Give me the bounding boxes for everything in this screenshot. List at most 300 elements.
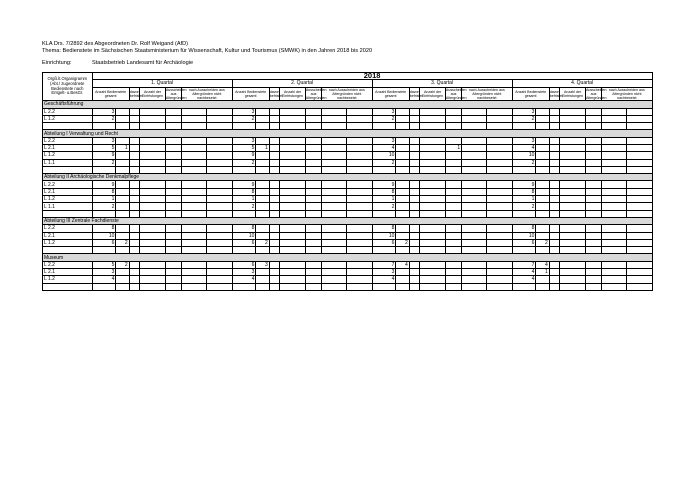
hires-value <box>549 203 559 210</box>
not-replaced-value-b <box>626 159 652 166</box>
not-replaced-value-b <box>626 108 652 115</box>
total-value: 8 <box>232 188 256 195</box>
blank-cell <box>462 247 487 254</box>
retire-value <box>305 269 321 276</box>
hires-value <box>269 137 279 144</box>
table-row <box>43 239 653 246</box>
hires-value-b <box>280 239 306 246</box>
hires-value <box>409 159 419 166</box>
temporary-value <box>536 137 549 144</box>
hires-value-b <box>560 144 586 151</box>
hires-value <box>269 232 279 239</box>
blank-cell <box>372 247 396 254</box>
not-replaced-value <box>182 144 207 151</box>
not-replaced-value-b <box>346 232 372 239</box>
not-replaced-value <box>322 108 347 115</box>
blank-cell <box>445 166 461 173</box>
not-replaced-value <box>182 181 207 188</box>
blank-cell <box>372 210 396 217</box>
hires-value-b <box>280 137 306 144</box>
blank-cell <box>165 166 181 173</box>
subheader-retire: Ausscheiden aus Altergründen <box>445 87 467 100</box>
hires-value-b <box>420 108 446 115</box>
blank-cell <box>305 123 321 130</box>
retire-value <box>165 152 181 159</box>
not-replaced-value <box>462 159 487 166</box>
row-label: L 2.2 <box>43 225 93 232</box>
hires-value <box>409 276 419 283</box>
temporary-value: 2 <box>256 239 269 246</box>
blank-cell <box>626 283 652 290</box>
hires-value <box>409 225 419 232</box>
temporary-value <box>396 115 409 122</box>
blank-cell <box>165 247 181 254</box>
blank-cell <box>396 210 409 217</box>
temporary-value <box>116 137 129 144</box>
hires-value-b <box>420 269 446 276</box>
blank-cell <box>486 166 512 173</box>
retire-value <box>585 232 601 239</box>
not-replaced-value <box>322 269 347 276</box>
retire-value <box>165 203 181 210</box>
total-value: 2 <box>92 115 116 122</box>
blank-cell <box>396 123 409 130</box>
total-value: 6 <box>232 239 256 246</box>
row-label: L 2.1 <box>43 232 93 239</box>
total-value: 8 <box>372 188 396 195</box>
blank-cell <box>280 247 306 254</box>
blank-cell <box>462 283 487 290</box>
retire-value <box>445 159 461 166</box>
blank-cell <box>420 247 446 254</box>
blank-cell <box>409 166 419 173</box>
hires-value-b <box>280 144 306 151</box>
total-value: 4 <box>512 269 536 276</box>
hires-value-b <box>280 232 306 239</box>
total-value: 8 <box>372 225 396 232</box>
not-replaced-value <box>182 239 207 246</box>
blank-cell <box>322 166 347 173</box>
blank-cell <box>462 123 487 130</box>
retire-value <box>305 108 321 115</box>
not-replaced-value <box>322 144 347 151</box>
hires-value <box>269 159 279 166</box>
blank-cell <box>140 166 166 173</box>
hires-value-b <box>140 196 166 203</box>
year-header: 2018 <box>92 73 652 80</box>
temporary-value: 2 <box>116 261 129 268</box>
table-row <box>43 137 653 144</box>
blank-cell <box>256 247 269 254</box>
total-value: 8 <box>512 225 536 232</box>
blank-cell <box>602 283 627 290</box>
hires-value <box>549 261 559 268</box>
not-replaced-value <box>462 225 487 232</box>
not-replaced-value-b <box>626 239 652 246</box>
blank-cell <box>116 123 129 130</box>
not-replaced-value-b <box>346 269 372 276</box>
not-replaced-value-b <box>346 181 372 188</box>
hires-value-b <box>420 203 446 210</box>
hires-value-b <box>140 188 166 195</box>
table-row <box>43 115 653 122</box>
hires-value-b <box>560 188 586 195</box>
blank-cell <box>409 210 419 217</box>
subheader-retire: Ausscheiden aus Altergründen <box>165 87 187 100</box>
retire-value <box>445 239 461 246</box>
hires-value <box>409 232 419 239</box>
blank-cell <box>420 166 446 173</box>
temporary-value <box>256 225 269 232</box>
total-value: 10 <box>512 152 536 159</box>
total-value: 3 <box>92 108 116 115</box>
hires-value-b <box>560 115 586 122</box>
blank-cell <box>512 210 536 217</box>
total-value: 2 <box>232 159 256 166</box>
not-replaced-value <box>602 261 627 268</box>
blank-cell <box>232 210 256 217</box>
blank-cell <box>43 210 93 217</box>
not-replaced-value <box>602 152 627 159</box>
not-replaced-value <box>462 188 487 195</box>
not-replaced-value-b <box>486 196 512 203</box>
hires-value <box>549 188 559 195</box>
hires-value-b <box>280 159 306 166</box>
blank-cell <box>396 247 409 254</box>
blank-cell <box>585 247 601 254</box>
subheader-temporary: davon befristet <box>269 87 279 101</box>
blank-cell <box>43 166 93 173</box>
blank-cell <box>43 283 93 290</box>
blank-cell <box>486 247 512 254</box>
not-replaced-value-b <box>486 108 512 115</box>
not-replaced-value <box>322 152 347 159</box>
not-replaced-value <box>322 276 347 283</box>
blank-cell <box>346 123 372 130</box>
hires-value-b <box>560 159 586 166</box>
retire-value <box>445 276 461 283</box>
retire-value <box>305 261 321 268</box>
total-value: 4 <box>92 276 116 283</box>
blank-cell <box>43 247 93 254</box>
blank-cell <box>92 283 116 290</box>
retire-value <box>445 225 461 232</box>
blank-cell <box>116 210 129 217</box>
hires-value-b <box>280 108 306 115</box>
retire-value <box>305 188 321 195</box>
not-replaced-value <box>462 269 487 276</box>
not-replaced-value <box>462 203 487 210</box>
not-replaced-value <box>602 159 627 166</box>
total-value: 10 <box>372 152 396 159</box>
not-replaced-value <box>602 108 627 115</box>
blank-cell <box>372 283 396 290</box>
temporary-value <box>396 276 409 283</box>
hires-value <box>549 196 559 203</box>
not-replaced-value-b <box>626 196 652 203</box>
section-header: Abteilung I Verwaltung und Recht <box>43 130 653 137</box>
blank-cell <box>585 166 601 173</box>
not-replaced-value <box>322 115 347 122</box>
hires-value <box>549 276 559 283</box>
hires-value <box>549 181 559 188</box>
total-value: 1 <box>232 196 256 203</box>
hires-value-b <box>280 181 306 188</box>
retire-value <box>585 261 601 268</box>
temporary-value <box>256 115 269 122</box>
not-replaced-value <box>322 159 347 166</box>
retire-value <box>305 115 321 122</box>
not-replaced-value-b <box>206 239 232 246</box>
hires-value <box>549 159 559 166</box>
blank-cell <box>486 123 512 130</box>
blank-cell <box>92 247 116 254</box>
einrichtung-value: Staatsbetrieb Landesamt für Archäologie <box>92 60 194 66</box>
hires-value <box>129 144 139 151</box>
retire-value <box>585 196 601 203</box>
hires-value <box>549 108 559 115</box>
blank-cell <box>585 123 601 130</box>
hires-value <box>409 203 419 210</box>
blank-cell <box>182 166 207 173</box>
not-replaced-value-b <box>626 225 652 232</box>
retire-value <box>305 239 321 246</box>
blank-cell <box>512 283 536 290</box>
blank-cell <box>280 210 306 217</box>
blank-cell <box>305 210 321 217</box>
temporary-value <box>536 225 549 232</box>
hires-value <box>129 232 139 239</box>
hires-value-b <box>560 232 586 239</box>
hires-value-b <box>140 203 166 210</box>
blank-cell <box>602 166 627 173</box>
not-replaced-value-b <box>626 144 652 151</box>
subheader-hires: Anzahl der Einfristungen <box>560 87 586 101</box>
section-header: Museum <box>43 254 653 261</box>
hires-value-b <box>280 203 306 210</box>
not-replaced-value-b <box>206 203 232 210</box>
not-replaced-value <box>602 269 627 276</box>
blank-cell <box>43 123 93 130</box>
not-replaced-value <box>322 232 347 239</box>
blank-cell <box>486 210 512 217</box>
not-replaced-value-b <box>626 261 652 268</box>
subheader-temporary: davon befristet <box>129 87 139 101</box>
hires-value-b <box>280 115 306 122</box>
hires-value <box>549 152 559 159</box>
total-value: 2 <box>92 203 116 210</box>
not-replaced-value <box>602 144 627 151</box>
temporary-value <box>396 144 409 151</box>
temporary-value <box>256 232 269 239</box>
row-label: L 2.2 <box>43 261 93 268</box>
hires-value-b <box>140 181 166 188</box>
subheader-not-replaced: nach Ausscheiden aus Altergründen nicht nachbesetzt <box>462 87 512 101</box>
hires-value <box>129 225 139 232</box>
temporary-value: 1 <box>116 144 129 151</box>
not-replaced-value-b <box>626 181 652 188</box>
hires-value <box>549 232 559 239</box>
retire-value <box>305 181 321 188</box>
hires-value-b <box>420 152 446 159</box>
row-label: L 2.2 <box>43 108 93 115</box>
blank-cell <box>116 283 129 290</box>
not-replaced-value <box>462 137 487 144</box>
retire-value <box>305 225 321 232</box>
not-replaced-value <box>462 115 487 122</box>
subheader-retire: Ausscheiden aus Altergründen <box>305 87 327 100</box>
blank-cell <box>280 283 306 290</box>
blank-cell <box>372 166 396 173</box>
quarter-header: 2. Quartal <box>232 80 372 87</box>
hires-value <box>269 225 279 232</box>
not-replaced-value-b <box>486 239 512 246</box>
not-replaced-value-b <box>626 232 652 239</box>
subheader-not-replaced: nach Ausscheiden aus Altergründen nicht nachbesetzt <box>182 87 232 101</box>
quarter-header: 4. Quartal <box>512 80 652 87</box>
retire-value <box>585 108 601 115</box>
blank-cell <box>602 123 627 130</box>
retire-value <box>165 137 181 144</box>
blank-cell <box>305 283 321 290</box>
quarter-header: 1. Quartal <box>92 80 232 87</box>
total-value: 10 <box>372 232 396 239</box>
retire-value <box>305 232 321 239</box>
not-replaced-value <box>182 137 207 144</box>
blank-cell <box>462 210 487 217</box>
hires-value-b <box>420 232 446 239</box>
hires-value-b <box>420 225 446 232</box>
hires-value <box>129 115 139 122</box>
table-row <box>43 159 653 166</box>
not-replaced-value <box>602 239 627 246</box>
table-row <box>43 269 653 276</box>
hires-value <box>269 276 279 283</box>
not-replaced-value-b <box>486 181 512 188</box>
total-value: 1 <box>372 196 396 203</box>
blank-cell <box>445 123 461 130</box>
blank-cell <box>129 123 139 130</box>
table-row <box>43 196 653 203</box>
total-value: 6 <box>372 239 396 246</box>
temporary-value <box>256 276 269 283</box>
blank-cell <box>549 166 559 173</box>
temporary-value <box>116 232 129 239</box>
temporary-value <box>396 188 409 195</box>
hires-value-b <box>140 261 166 268</box>
blank-cell <box>396 283 409 290</box>
hires-value <box>129 159 139 166</box>
total-value: 3 <box>232 137 256 144</box>
not-replaced-value <box>462 232 487 239</box>
not-replaced-value-b <box>626 276 652 283</box>
blank-cell <box>256 123 269 130</box>
retire-value <box>585 181 601 188</box>
retire-value: 1 <box>445 144 461 151</box>
hires-value <box>269 152 279 159</box>
not-replaced-value <box>322 239 347 246</box>
not-replaced-value <box>182 196 207 203</box>
hires-value <box>409 115 419 122</box>
not-replaced-value-b <box>486 188 512 195</box>
total-value: 3 <box>372 108 396 115</box>
blank-cell <box>536 247 549 254</box>
temporary-value <box>116 203 129 210</box>
not-replaced-value-b <box>486 144 512 151</box>
temporary-value: 4 <box>536 261 549 268</box>
subheader-retire: Ausscheiden aus Altergründen <box>585 87 607 100</box>
blank-cell <box>512 123 536 130</box>
subheader-total: Anzahl Bedienstete gesamt <box>232 87 269 101</box>
retire-value <box>165 261 181 268</box>
not-replaced-value <box>462 181 487 188</box>
blank-cell <box>536 166 549 173</box>
total-value: 1 <box>92 196 116 203</box>
not-replaced-value-b <box>206 269 232 276</box>
quarter-header: 3. Quartal <box>372 80 512 87</box>
not-replaced-value-b <box>346 188 372 195</box>
retire-value <box>585 239 601 246</box>
total-value: 2 <box>512 203 536 210</box>
retire-value <box>445 196 461 203</box>
table-row <box>43 203 653 210</box>
not-replaced-value-b <box>346 261 372 268</box>
retire-value <box>165 144 181 151</box>
blank-cell <box>512 166 536 173</box>
total-value: 10 <box>92 232 116 239</box>
blank-cell <box>116 247 129 254</box>
temporary-value <box>396 203 409 210</box>
blank-cell <box>549 210 559 217</box>
hires-value <box>129 196 139 203</box>
temporary-value <box>256 196 269 203</box>
temporary-value <box>256 188 269 195</box>
hires-value <box>269 261 279 268</box>
total-value: 2 <box>512 159 536 166</box>
hires-value <box>409 239 419 246</box>
not-replaced-value-b <box>486 269 512 276</box>
not-replaced-value <box>322 261 347 268</box>
not-replaced-value-b <box>206 108 232 115</box>
blank-cell <box>92 210 116 217</box>
blank-cell <box>560 166 586 173</box>
blank-cell <box>445 283 461 290</box>
not-replaced-value <box>322 137 347 144</box>
temporary-value <box>116 152 129 159</box>
table-row <box>43 225 653 232</box>
blank-cell <box>420 210 446 217</box>
hires-value-b <box>560 276 586 283</box>
blank-cell <box>560 210 586 217</box>
temporary-value <box>396 181 409 188</box>
blank-cell <box>372 123 396 130</box>
hires-value-b <box>140 115 166 122</box>
hires-value <box>129 239 139 246</box>
hires-value <box>269 144 279 151</box>
hires-value-b <box>280 276 306 283</box>
hires-value-b <box>140 144 166 151</box>
blank-cell <box>182 123 207 130</box>
not-replaced-value-b <box>486 232 512 239</box>
not-replaced-value-b <box>626 152 652 159</box>
row-label: L 1.2 <box>43 115 93 122</box>
blank-cell <box>140 123 166 130</box>
not-replaced-value-b <box>346 276 372 283</box>
temporary-value <box>116 225 129 232</box>
total-value: 7 <box>512 261 536 268</box>
not-replaced-value <box>602 232 627 239</box>
total-value: 4 <box>372 276 396 283</box>
